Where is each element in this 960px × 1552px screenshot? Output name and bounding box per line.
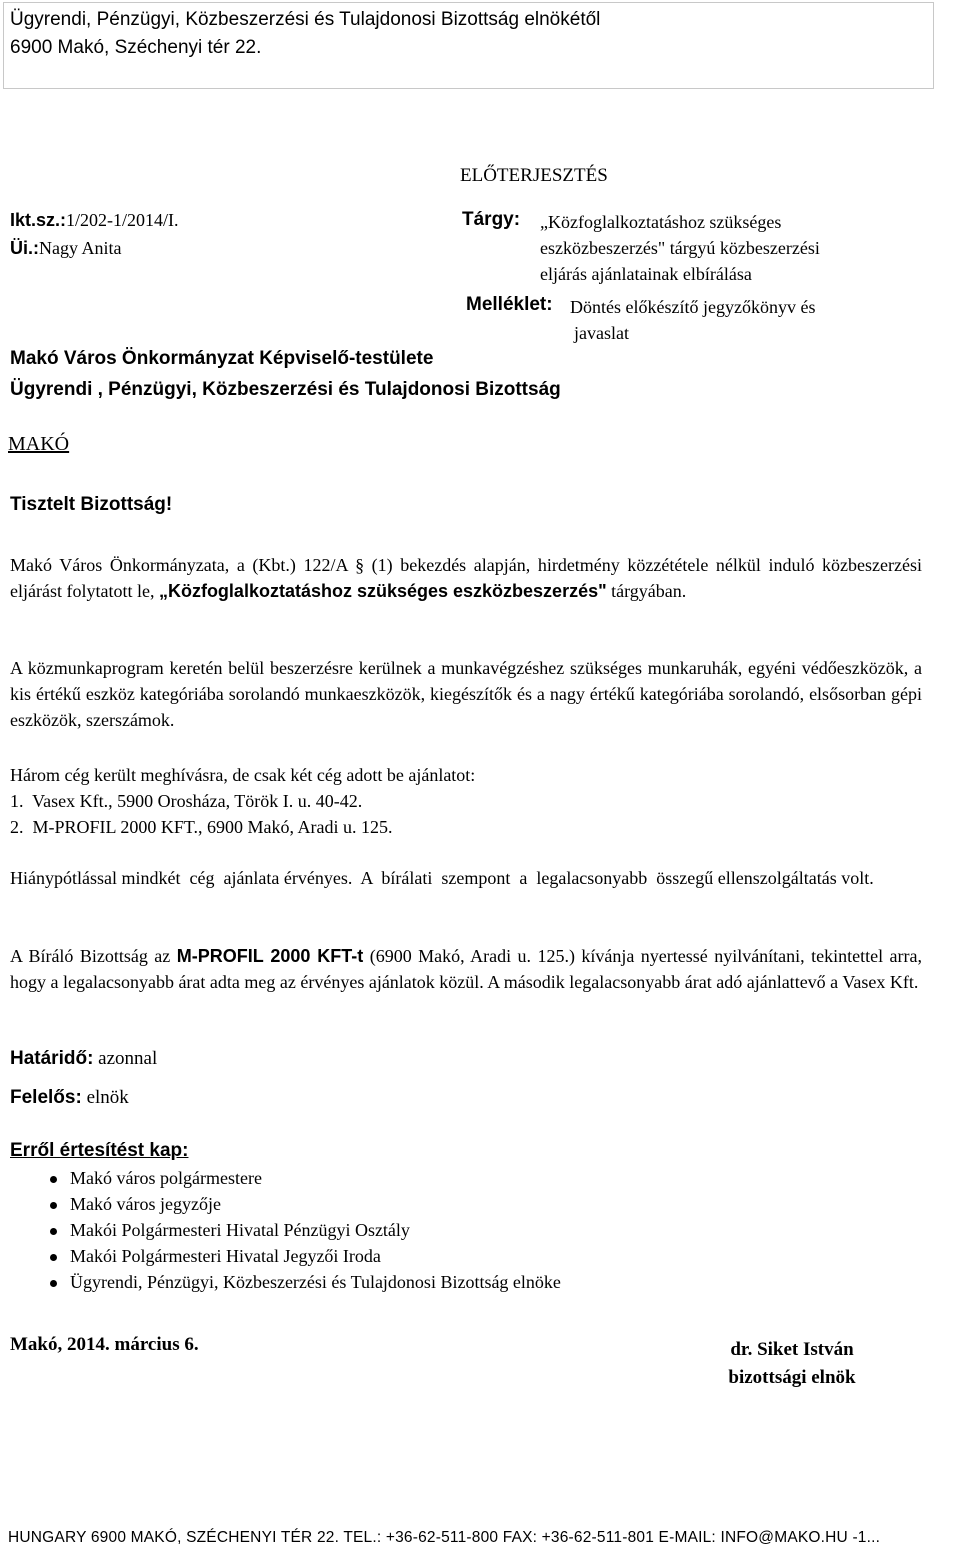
paragraph-text: tárgyában. — [606, 581, 687, 601]
attachment-label: Melléklet: — [466, 294, 553, 315]
deadline — [10, 1048, 157, 1070]
bidder-item: 1. Vasex Kft., 5900 Orosháza, Török I. u. 40-42. — [10, 791, 363, 811]
registry-number-value: 1/202-1/2014/I. — [66, 210, 179, 230]
bidders-block — [10, 762, 922, 840]
deadline-label: Határidő: — [10, 1048, 94, 1069]
responsible-label: Felelős: — [10, 1087, 82, 1108]
notify-item — [10, 1269, 910, 1295]
paragraph-text: (6900 Makó, Aradi u. 125.) kívánja nyertessé nyilvánítani, tekintettel arra, hogy a legalacsonyabb árat adta meg az érvényes ajánlatok közül. A második legalacsonyabb árat adó ajánlattevő a Vasex Kft. — [10, 946, 922, 992]
subject-text — [540, 209, 820, 287]
notify-item-text: Makó város jegyzője — [70, 1194, 221, 1214]
bullet-icon — [50, 1202, 57, 1209]
attachment-text — [570, 294, 815, 346]
paragraph-validity: Hiánypótlással mindkét cég ajánlata érvényes. A bírálati szempont a legalacsonyabb összegű ellenszolgáltatás volt. — [10, 868, 874, 888]
subject-line: „Közfoglalkoztatáshoz szükséges — [540, 212, 782, 232]
notify-heading: Erről értesítést kap: — [10, 1140, 189, 1161]
notify-list — [10, 1165, 910, 1295]
page-footer: HUNGARY 6900 MAKÓ, SZÉCHENYI TÉR 22. TEL.: +36-62-511-800 FAX: +36-62-511-801 E-MAIL: INFO@MAKO.HU -1... — [8, 1529, 881, 1546]
bullet-icon — [50, 1280, 57, 1287]
addressee-city: MAKÓ — [8, 433, 70, 455]
subject-line: eljárás ajánlatainak elbírálása — [540, 264, 752, 284]
deadline-value: azonnal — [93, 1048, 158, 1069]
sender-header — [3, 2, 934, 89]
notify-item-text: Makói Polgármesteri Hivatal Pénzügyi Osztály — [70, 1220, 410, 1240]
case-officer — [10, 238, 122, 259]
notify-item — [10, 1243, 910, 1269]
salutation: Tisztelt Bizottság! — [10, 494, 173, 515]
procurement-title: „Közfoglalkoztatáshoz szükséges eszközbeszerzés" — [158, 581, 607, 601]
section-sign: § — [355, 555, 365, 575]
paragraph-program: A közmunkaprogram keretén belül beszerzésre kerülnek a munkavégzéshez szükséges munkaruhák, egyéni védőeszközök, a kis értékű eszköz kategóriába sorolandó munkaeszközök, kiegészítők és a nagy értékű kategóriába sorolandó, elsősorban gépi eszközök, szerszámok. — [10, 658, 922, 730]
place-date: Makó, 2014. március 6. — [10, 1334, 199, 1355]
bullet-icon — [50, 1176, 57, 1183]
bullet-icon — [50, 1228, 57, 1235]
notify-item-text: Makó város polgármestere — [70, 1168, 262, 1188]
sender-address: 6900 Makó, Széchenyi tér 22. — [10, 37, 262, 58]
notify-item-text: Ügyrendi, Pénzügyi, Közbeszerzési és Tulajdonosi Bizottság elnöke — [70, 1272, 561, 1292]
notify-item — [10, 1191, 910, 1217]
notify-item — [10, 1165, 910, 1191]
bidder-item: 2. M-PROFIL 2000 KFT., 6900 Makó, Aradi u. 125. — [10, 817, 393, 837]
responsible-value: elnök — [81, 1087, 129, 1108]
attachment-line: javaslat — [574, 323, 629, 343]
addressee-committee: Ügyrendi , Pénzügyi, Közbeszerzési és Tulajdonosi Bizottság — [10, 379, 561, 400]
registry-number-label: Ikt.sz.: — [10, 210, 67, 230]
paragraph-text: Makó Város Önkormányzata, a (Kbt.) 122/A — [10, 555, 356, 575]
subject-label: Tárgy: — [462, 209, 521, 230]
attachment-line: Döntés előkészítő jegyzőkönyv és — [570, 297, 816, 317]
case-officer-value: Nagy Anita — [39, 238, 122, 258]
paragraph-decision — [10, 943, 922, 995]
case-officer-label: Üi.: — [10, 238, 39, 258]
responsible — [10, 1087, 129, 1109]
signatory-name: dr. Siket István — [730, 1339, 854, 1360]
notify-item-text: Makói Polgármesteri Hivatal Jegyzői Iroda — [70, 1246, 381, 1266]
registry-number — [10, 210, 179, 231]
bullet-icon — [50, 1254, 57, 1261]
notify-item — [10, 1217, 910, 1243]
signature-block — [700, 1336, 884, 1392]
paragraph-text: (1) bekezdés alapján, hirdetmény közzététele nélkül induló közbeszerzési eljárást folytatott le, — [10, 555, 922, 601]
addressee-council: Makó Város Önkormányzat Képviselő-testülete — [10, 348, 434, 369]
subject-line: eszközbeszerzés" tárgyú közbeszerzési — [540, 238, 820, 258]
paragraph-procedure — [10, 552, 922, 604]
signatory-title: bizottsági elnök — [728, 1367, 856, 1388]
bidders-intro: Három cég került meghívásra, de csak két cég adott be ajánlatot: — [10, 765, 476, 785]
winner-name: M-PROFIL 2000 KFT-t — [176, 946, 364, 966]
document-title: ELŐTERJESZTÉS — [460, 165, 608, 186]
paragraph-text: A Bíráló Bizottság az — [10, 946, 177, 966]
sender-line-1: Ügyrendi, Pénzügyi, Közbeszerzési és Tulajdonosi Bizottság elnökétől — [10, 9, 601, 30]
